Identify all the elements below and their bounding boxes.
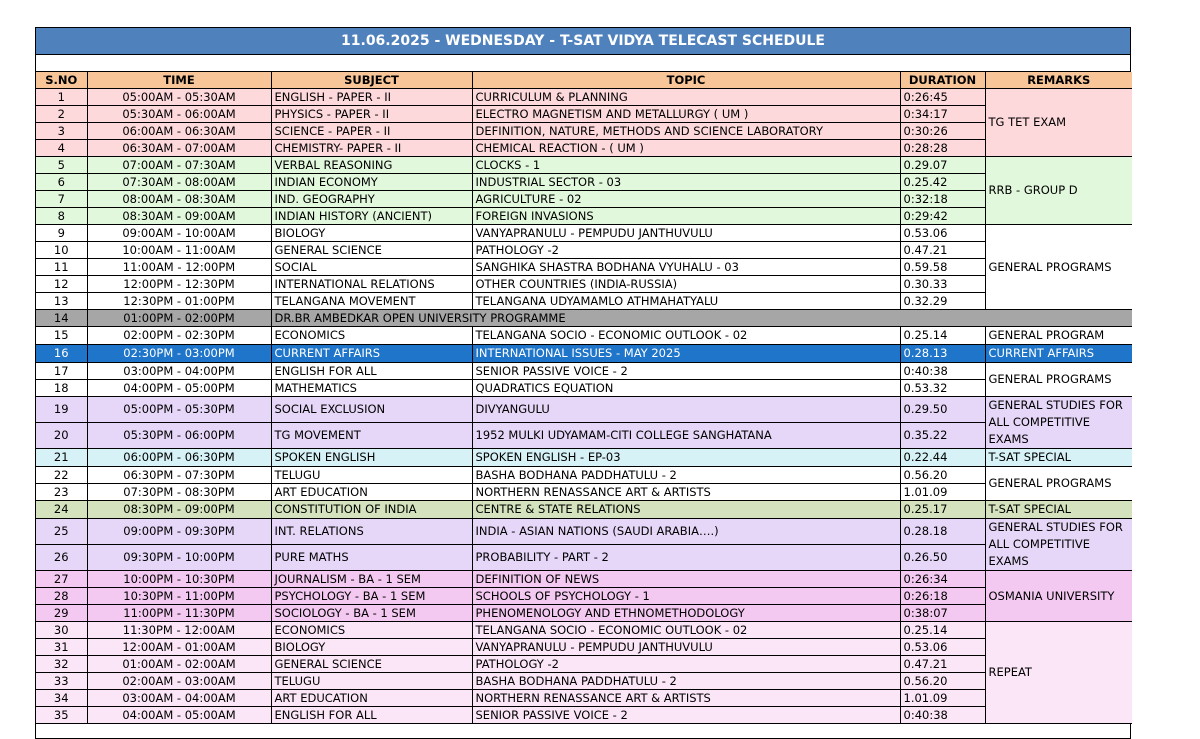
table-row [36,605,1132,622]
row-remarks: RRB - GROUP D [985,157,1132,225]
row-duration: 0:40:38 [900,363,985,380]
table-row [36,380,1132,397]
row-duration: 0.53.32 [900,380,985,397]
row-topic: SANGHIKA SHASTRA BODHANA VYUHALU - 03 [472,259,900,276]
row-sno: 2 [36,106,87,123]
header-duration: DURATION [900,72,985,89]
row-topic: DIVYANGULU [472,397,900,423]
row-topic: VANYAPRANULU - PEMPUDU JANTHUVULU [472,639,900,656]
row-subject: ECONOMICS [271,622,472,639]
row-duration: 0:26:34 [900,571,985,588]
row-subject: TELUGU [271,673,472,690]
row-subject: JOURNALISM - BA - 1 SEM [271,571,472,588]
row-subject: BIOLOGY [271,639,472,656]
table-row [36,174,1132,191]
row-subject: TG MOVEMENT [271,423,472,449]
header-topic: TOPIC [472,72,900,89]
row-time: 06:00AM - 06:30AM [87,123,271,140]
table-row [36,293,1132,310]
row-sno: 31 [36,639,87,656]
row-topic: BASHA BODHANA PADDHATULU - 2 [472,467,900,484]
row-remarks: REPEAT [985,622,1132,724]
row-sno: 23 [36,484,87,501]
row-topic: QUADRATICS EQUATION [472,380,900,397]
table-row [36,89,1132,106]
row-duration: 0.26.50 [900,545,985,571]
row-subject: CURRENT AFFAIRS [271,345,472,363]
row-sno: 14 [36,310,87,327]
row-sno: 19 [36,397,87,423]
row-topic: PROBABILITY - PART - 2 [472,545,900,571]
row-sno: 11 [36,259,87,276]
row-topic: OTHER COUNTRIES (INDIA-RUSSIA) [472,276,900,293]
row-duration: 0.25.17 [900,501,985,519]
row-topic: SENIOR PASSIVE VOICE - 2 [472,707,900,724]
row-subject: SOCIOLOGY - BA - 1 SEM [271,605,472,622]
table-row [36,363,1132,380]
row-sno: 4 [36,140,87,157]
row-time: 06:30AM - 07:00AM [87,140,271,157]
table-row [36,588,1132,605]
row-subject: INDIAN HISTORY (ANCIENT) [271,208,472,225]
row-time: 05:30PM - 06:00PM [87,423,271,449]
table-row [36,242,1132,259]
row-subject: CHEMISTRY- PAPER - II [271,140,472,157]
row-subject: INT. RELATIONS [271,519,472,545]
row-remarks: GENERAL STUDIES FOR ALL COMPETITIVE EXAMS [985,519,1132,571]
row-remarks: CURRENT AFFAIRS [985,345,1132,363]
row-remarks: OSMANIA UNIVERSITY [985,571,1132,622]
row-sno: 24 [36,501,87,519]
row-time: 02:00AM - 03:00AM [87,673,271,690]
row-subject: MATHEMATICS [271,380,472,397]
table-row [36,259,1132,276]
row-time: 01:00PM - 02:00PM [87,310,271,327]
row-topic: BASHA BODHANA PADDHATULU - 2 [472,673,900,690]
row-sno: 30 [36,622,87,639]
table-row [36,397,1132,423]
row-duration: 0.25.42 [900,174,985,191]
row-sno: 32 [36,656,87,673]
row-topic: INDUSTRIAL SECTOR - 03 [472,174,900,191]
table-row [36,639,1132,656]
row-sno: 13 [36,293,87,310]
row-duration: 0.29.50 [900,397,985,423]
row-remarks: GENERAL PROGRAMS [985,467,1132,501]
row-time: 11:00PM - 11:30PM [87,605,271,622]
row-sno: 21 [36,449,87,467]
table-row [36,707,1132,724]
row-duration: 0.28.13 [900,345,985,363]
row-subject: SPOKEN ENGLISH [271,449,472,467]
table-row [36,208,1132,225]
title-spacer [36,55,1130,72]
row-topic: NORTHERN RENASSANCE ART & ARTISTS [472,690,900,707]
row-sno: 1 [36,89,87,106]
row-time: 05:30AM - 06:00AM [87,106,271,123]
row-sno: 35 [36,707,87,724]
row-duration: 0.53.06 [900,639,985,656]
row-remarks: GENERAL PROGRAMS [985,225,1132,310]
row-topic: SPOKEN ENGLISH - EP-03 [472,449,900,467]
row-sno: 8 [36,208,87,225]
row-subject: ART EDUCATION [271,484,472,501]
row-time: 05:00PM - 05:30PM [87,397,271,423]
schedule-body [36,89,1132,724]
row-subject: ENGLISH FOR ALL [271,363,472,380]
header-row [36,72,1132,89]
row-topic: PHENOMENOLOGY AND ETHNOMETHODOLOGY [472,605,900,622]
row-subject: PURE MATHS [271,545,472,571]
table-row [36,690,1132,707]
row-subject: ENGLISH - PAPER - II [271,89,472,106]
row-subject: ENGLISH FOR ALL [271,707,472,724]
row-time: 01:00AM - 02:00AM [87,656,271,673]
row-subject: ECONOMICS [271,327,472,345]
table-row [36,423,1132,449]
row-remarks: T-SAT SPECIAL [985,501,1132,519]
row-topic: 1952 MULKI UDYAMAM-CITI COLLEGE SANGHATANA [472,423,900,449]
row-time: 09:00PM - 09:30PM [87,519,271,545]
row-topic: PATHOLOGY -2 [472,242,900,259]
row-duration: 0:32:18 [900,191,985,208]
row-topic: INDIA - ASIAN NATIONS (SAUDI ARABIA….) [472,519,900,545]
row-time: 09:00AM - 10:00AM [87,225,271,242]
row-time: 06:00PM - 06:30PM [87,449,271,467]
table-row [36,571,1132,588]
header-remarks: REMARKS [985,72,1132,89]
row-topic: DEFINITION OF NEWS [472,571,900,588]
row-sno: 3 [36,123,87,140]
bottom-spacer [36,724,1130,738]
row-time: 07:30PM - 08:30PM [87,484,271,501]
row-subject: TELANGANA MOVEMENT [271,293,472,310]
row-topic: NORTHERN RENASSANCE ART & ARTISTS [472,484,900,501]
table-row [36,225,1132,242]
row-time: 12:00AM - 01:00AM [87,639,271,656]
row-remarks: TG TET EXAM [985,89,1132,157]
row-time: 12:00PM - 12:30PM [87,276,271,293]
row-topic: TELANGANA UDYAMAMLO ATHMAHATYALU [472,293,900,310]
row-topic: DEFINITION, NATURE, METHODS AND SCIENCE LABORATORY [472,123,900,140]
row-topic: CHEMICAL REACTION - ( UM ) [472,140,900,157]
row-topic: CLOCKS - 1 [472,157,900,174]
table-row [36,656,1132,673]
row-topic: ELECTRO MAGNETISM AND METALLURGY ( UM ) [472,106,900,123]
row-programme: DR.BR AMBEDKAR OPEN UNIVERSITY PROGRAMME [271,310,1132,327]
row-duration: 0.25.14 [900,622,985,639]
schedule-table [36,72,1132,724]
row-subject: ART EDUCATION [271,690,472,707]
row-sno: 25 [36,519,87,545]
row-sno: 29 [36,605,87,622]
table-row [36,276,1132,293]
row-subject: IND. GEOGRAPHY [271,191,472,208]
table-row [36,106,1132,123]
row-time: 05:00AM - 05:30AM [87,89,271,106]
row-duration: 0.53.06 [900,225,985,242]
row-topic: CURRICULUM & PLANNING [472,89,900,106]
row-duration: 0.32.29 [900,293,985,310]
row-duration: 0.22.44 [900,449,985,467]
row-subject: INDIAN ECONOMY [271,174,472,191]
row-sno: 18 [36,380,87,397]
row-topic: TELANGANA SOCIO - ECONOMIC OUTLOOK - 02 [472,327,900,345]
row-remarks: GENERAL STUDIES FOR ALL COMPETITIVE EXAMS [985,397,1132,449]
table-row [36,501,1132,519]
row-sno: 12 [36,276,87,293]
row-topic: VANYAPRANULU - PEMPUDU JANTHUVULU [472,225,900,242]
row-duration: 0.25.14 [900,327,985,345]
table-row [36,191,1132,208]
header-time: TIME [87,72,271,89]
row-sno: 33 [36,673,87,690]
row-duration: 0:29:42 [900,208,985,225]
row-subject: TELUGU [271,467,472,484]
table-row [36,310,1132,327]
row-time: 11:30PM - 12:00AM [87,622,271,639]
row-duration: 0:38:07 [900,605,985,622]
row-topic: CENTRE & STATE RELATIONS [472,501,900,519]
row-sno: 9 [36,225,87,242]
row-time: 03:00PM - 04:00PM [87,363,271,380]
row-subject: PSYCHOLOGY - BA - 1 SEM [271,588,472,605]
table-row [36,327,1132,345]
row-topic: PATHOLOGY -2 [472,656,900,673]
row-subject: SOCIAL EXCLUSION [271,397,472,423]
row-subject: GENERAL SCIENCE [271,656,472,673]
row-duration: 1.01.09 [900,690,985,707]
row-subject: VERBAL REASONING [271,157,472,174]
row-subject: BIOLOGY [271,225,472,242]
row-sno: 27 [36,571,87,588]
row-duration: 0.47.21 [900,242,985,259]
row-duration: 0.29.07 [900,157,985,174]
row-subject: PHYSICS - PAPER - II [271,106,472,123]
row-time: 10:00AM - 11:00AM [87,242,271,259]
table-row [36,449,1132,467]
row-time: 04:00PM - 05:00PM [87,380,271,397]
row-duration: 0:40:38 [900,707,985,724]
row-duration: 0.28.18 [900,519,985,545]
table-row [36,140,1132,157]
row-time: 08:30AM - 09:00AM [87,208,271,225]
row-time: 08:00AM - 08:30AM [87,191,271,208]
row-sno: 16 [36,345,87,363]
row-time: 09:30PM - 10:00PM [87,545,271,571]
row-sno: 6 [36,174,87,191]
row-topic: AGRICULTURE - 02 [472,191,900,208]
table-row [36,467,1132,484]
row-sno: 20 [36,423,87,449]
row-sno: 5 [36,157,87,174]
row-duration: 0:28:28 [900,140,985,157]
row-time: 07:00AM - 07:30AM [87,157,271,174]
table-row [36,123,1132,140]
row-subject: SOCIAL [271,259,472,276]
row-duration: 0:26:18 [900,588,985,605]
row-time: 08:30PM - 09:00PM [87,501,271,519]
row-time: 02:30PM - 03:00PM [87,345,271,363]
row-sno: 10 [36,242,87,259]
row-duration: 1.01.09 [900,484,985,501]
row-topic: FOREIGN INVASIONS [472,208,900,225]
row-time: 11:00AM - 12:00PM [87,259,271,276]
row-sno: 17 [36,363,87,380]
row-sno: 28 [36,588,87,605]
row-sno: 22 [36,467,87,484]
row-subject: CONSTITUTION OF INDIA [271,501,472,519]
row-sno: 7 [36,191,87,208]
table-row [36,673,1132,690]
row-duration: 0.56.20 [900,673,985,690]
header-sno: S.NO [36,72,87,89]
row-time: 04:00AM - 05:00AM [87,707,271,724]
row-subject: INTERNATIONAL RELATIONS [271,276,472,293]
row-topic: TELANGANA SOCIO - ECONOMIC OUTLOOK - 02 [472,622,900,639]
row-duration: 0:26:45 [900,89,985,106]
table-row [36,345,1132,363]
row-duration: 0.30.33 [900,276,985,293]
row-topic: SENIOR PASSIVE VOICE - 2 [472,363,900,380]
table-row [36,157,1132,174]
row-duration: 0:30:26 [900,123,985,140]
row-time: 02:00PM - 02:30PM [87,327,271,345]
row-remarks: GENERAL PROGRAMS [985,363,1132,397]
row-duration: 0.47.21 [900,656,985,673]
row-time: 06:30PM - 07:30PM [87,467,271,484]
row-time: 10:30PM - 11:00PM [87,588,271,605]
row-subject: SCIENCE - PAPER - II [271,123,472,140]
schedule-sheet [35,27,1131,739]
table-row [36,484,1132,501]
row-remarks: GENERAL PROGRAM [985,327,1132,345]
row-time: 10:00PM - 10:30PM [87,571,271,588]
row-duration: 0.35.22 [900,423,985,449]
row-duration: 0.56.20 [900,467,985,484]
row-time: 07:30AM - 08:00AM [87,174,271,191]
table-row [36,622,1132,639]
row-time: 03:00AM - 04:00AM [87,690,271,707]
row-time: 12:30PM - 01:00PM [87,293,271,310]
row-sno: 34 [36,690,87,707]
table-row [36,519,1132,545]
row-sno: 15 [36,327,87,345]
row-remarks: T-SAT SPECIAL [985,449,1132,467]
row-subject: GENERAL SCIENCE [271,242,472,259]
row-duration: 0:34:17 [900,106,985,123]
table-row [36,545,1132,571]
row-topic: SCHOOLS OF PSYCHOLOGY - 1 [472,588,900,605]
row-topic: INTERNATIONAL ISSUES - MAY 2025 [472,345,900,363]
header-subject: SUBJECT [271,72,472,89]
row-sno: 26 [36,545,87,571]
schedule-title: 11.06.2025 - WEDNESDAY - T-SAT VIDYA TELECAST SCHEDULE [36,28,1130,55]
row-duration: 0.59.58 [900,259,985,276]
